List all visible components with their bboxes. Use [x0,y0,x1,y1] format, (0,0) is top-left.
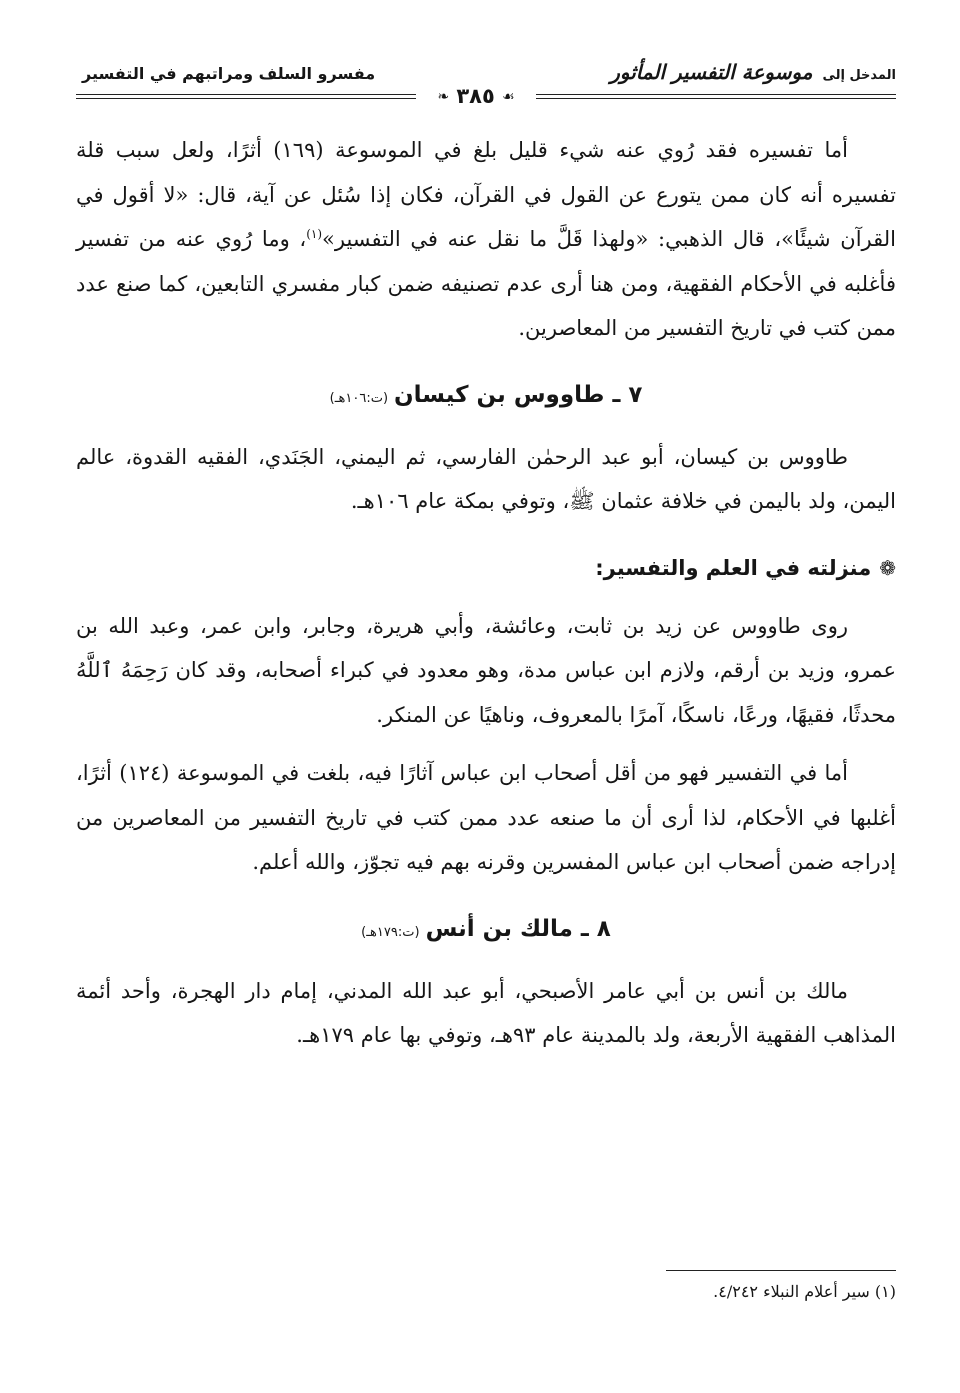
heading-tawus [76,373,896,421]
spacer [76,885,896,907]
heading-tawus-title: ٧ ـ طاووس بن كيسان [394,381,643,408]
running-header [76,52,896,122]
spacer [76,590,896,604]
paragraph-malik-bio [76,969,896,1058]
text-line: أما تفسيره فقد رُوي عنه شيء قليل بلغ في الموسوعة (١٦٩) أثرًا، ولعل سبب [115,138,848,162]
text-line: القدوة، عالم اليمن، ولد باليمن في خلافة عثمان ﷺ، وتوفي بمكة عام [76,444,896,513]
spacer [76,524,896,546]
chapter-title: مفسرو السلف ومراتبهم في التفسير [82,64,376,83]
heading-tawus-death: (ت:١٠٦هـ) [329,390,389,406]
text-line: (١٢٤) أثرًا، أغلبها في الأحكام، لذا أرى أن ما صنعه عدد ممن كتب في تاريخ [76,761,897,830]
text-line: المنكر. [376,702,437,727]
paragraph-tawus-tafsir [76,751,896,885]
spacer [76,737,896,751]
footnote: (١) سير أعلام النبلاء ٤/٢٤٢. [713,1282,896,1301]
text-line: «لا أقول في القرآن شيئًا»، قال الذهبي: «ولهذا قَلَّ ما نقل عنه في التفسير» [76,182,896,251]
page-number [416,82,536,111]
text-line: ، [299,227,307,251]
paragraph-tawus-teachers [76,604,896,738]
text-line: المعاصرين. [518,316,618,340]
heading-malik-title: ٨ ـ مالك بن أنس [425,915,611,942]
footnote-ref: (١) [306,227,323,241]
book-page [76,52,896,1372]
ornament-right-icon: ☙ [502,89,515,105]
book-title-name: موسوعة التفسير المأثور [610,60,813,84]
book-title-prefix: المدخل إلى [822,68,896,83]
flower-icon: ❁ [879,555,896,580]
text-line: أما في التفسير فهو من أقل أصحاب ابن عباس آثارًا فيه، بلغت في الموسوعة [176,761,848,785]
text-line: ١٠٦هـ. [350,489,409,513]
section-heading [76,546,896,590]
text-line: وأحد أئمة المذاهب الفقهية الأربعة، ولد بالمدينة عام ٩٣هـ، وتوفي بها عام [76,978,896,1047]
text-line: وما رُوي عنه من تفسير فأغلبه في الأحكام الفقهية، ومن هنا أرى عدم تصنيفه [76,227,896,296]
text-line: روى طاووس عن زيد بن ثابت، وعائشة، وأبي هريرة، وجابر، وابن عمر، [199,613,848,638]
spacer [76,955,896,969]
spacer [76,421,896,435]
section-heading-text: منزلته في العلم والتفسير: [595,555,872,580]
book-title [610,60,896,84]
text-line: ١٧٩هـ. [296,1023,355,1047]
text-line: قلة تفسيره أنه كان ممن يتورع عن القول في القرآن، فكان إذا سُئل عن آية، قال: [76,138,896,207]
text-line: ضمن كبار مفسري التابعين، كما صنع عدد ممن كتب في تاريخ التفسير من [76,271,896,340]
paragraph-tawus-bio [76,435,896,524]
page-number-value: ٣٨٥ [456,84,495,108]
text-line: وعبد الله بن عمرو، وزيد بن أرقم، ولازم ابن عباس مدة، وهو معدود في كبراء [76,613,896,682]
text-line: التفسير من المعاصرين من إدراجه ضمن أصحاب ابن عباس المفسرين وقرنه بهم فيه [76,805,896,874]
text-line: طاووس بن كيسان، أبو عبد الرحمٰن الفارسي، ثم اليمني، الجَنَدي، الفقيه [196,444,848,469]
spacer [76,351,896,373]
footnote-rule [666,1270,896,1271]
heading-malik [76,907,896,955]
heading-malik-death: (ت:١٧٩هـ) [361,924,420,940]
text-line: مالك بن أنس بن أبي عامر الأصبحي، أبو عبد الله المدني، إمام دار الهجرة، [170,978,849,1003]
ornament-left-icon: ❧ [437,89,450,105]
paragraph-tafsir-amount [76,128,896,351]
text-line: تجوّز، والله أعلم. [252,850,400,874]
text-line: أصحابه، وقد كان رَحِمَهُ ٱللَّهُ محدثًا، فقيهًا، ورعًا، ناسكًا، آمرًا بالمعروف، وناهيًا عن [76,658,896,727]
